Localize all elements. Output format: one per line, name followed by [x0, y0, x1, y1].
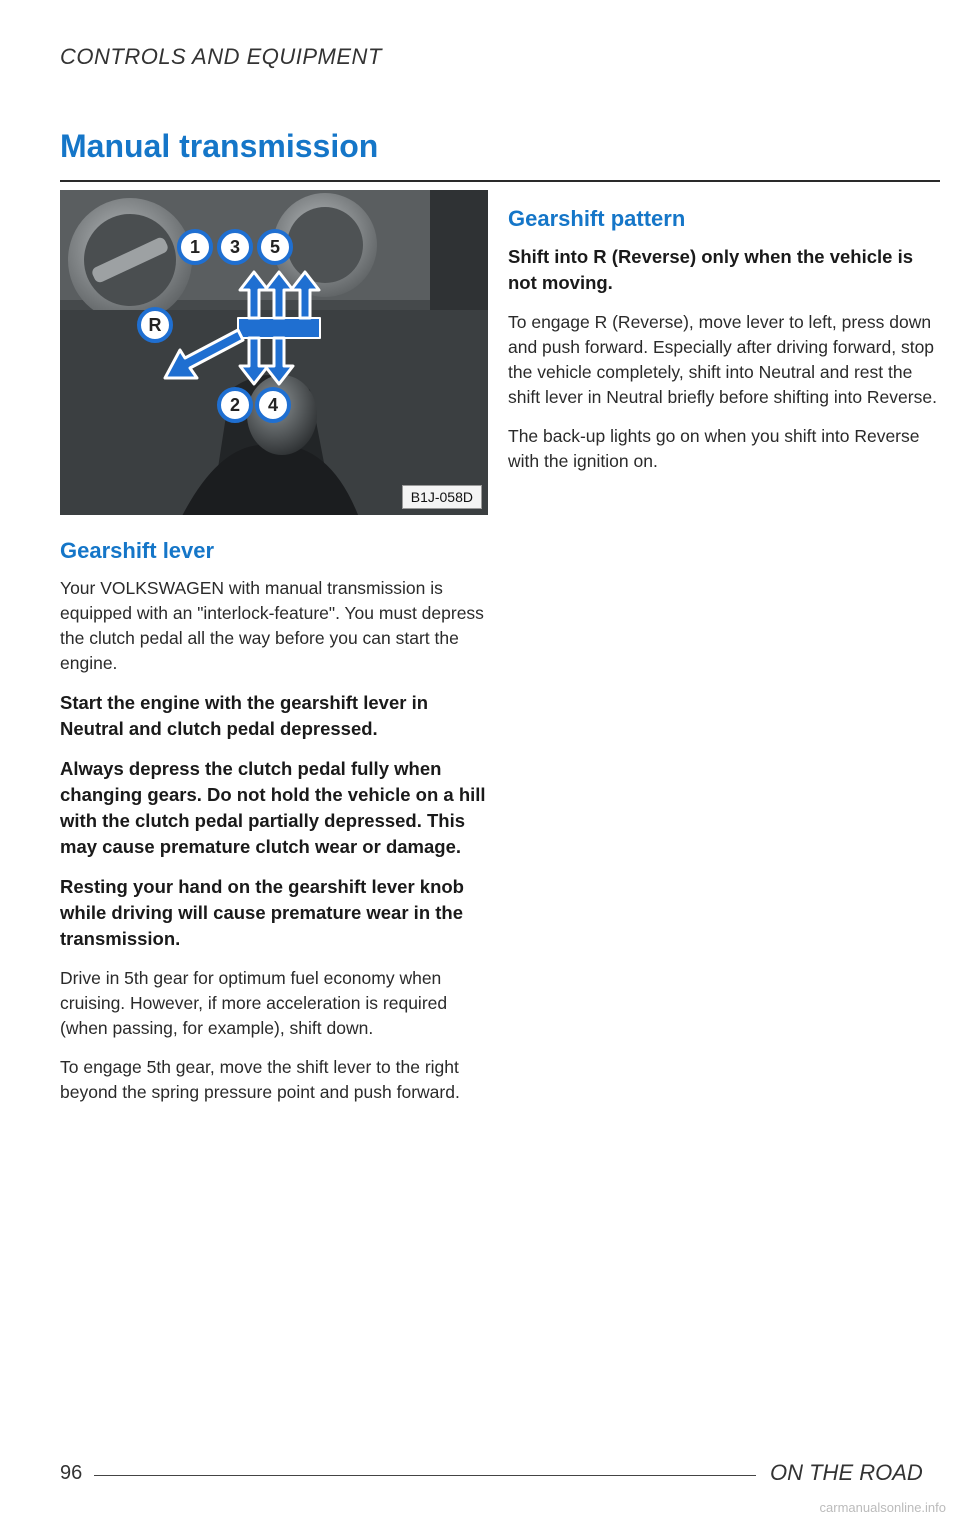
- watermark: carmanualsonline.info: [819, 1500, 946, 1515]
- gearshift-pattern-heading: Gearshift pattern: [508, 206, 686, 231]
- gear-label-4: 4: [267, 395, 279, 415]
- gearshift-illustration: [60, 190, 488, 515]
- figure-code: B1J-058D: [402, 485, 482, 509]
- resting-hand-warning: Resting your hand on the gearshift lever knob while driving will cause premature wear in the transmission.: [60, 876, 464, 949]
- gear-label-1: 1: [189, 237, 201, 257]
- page-title: Manual transmission: [60, 128, 379, 164]
- backup-lights-paragraph: The back-up lights go on when you shift into Reverse with the ignition on.: [508, 426, 920, 471]
- gear-label-r: R: [148, 315, 162, 335]
- engage-fifth-gear-paragraph: To engage 5th gear, move the shift lever to the right beyond the spring pressure point and push forward.: [60, 1057, 460, 1102]
- gear-label-2: 2: [229, 395, 241, 415]
- reverse-warning: Shift into R (Reverse) only when the vehicle is not moving.: [508, 246, 914, 293]
- footer-rule: [94, 1475, 756, 1476]
- clutch-warning: Always depress the clutch pedal fully when changing gears. Do not hold the vehicle on a hill with the clutch pedal partially depressed. This may cause premature clutch wear or damage.: [60, 758, 486, 857]
- fifth-gear-economy-paragraph: Drive in 5th gear for optimum fuel economy when cruising. However, if more acceleration is required (when passing, for example), shift down.: [60, 968, 448, 1038]
- gearshift-photo: [60, 190, 488, 515]
- page-number: 96: [60, 1462, 83, 1484]
- gear-label-5: 5: [269, 237, 281, 257]
- gearshift-lever-heading: Gearshift lever: [60, 538, 215, 563]
- interlock-paragraph: Your VOLKSWAGEN with manual transmission is equipped with an "interlock-feature". You must depress the clutch pedal all the way before you can start the engine.: [60, 578, 484, 673]
- section-header: CONTROLS AND EQUIPMENT: [60, 44, 382, 69]
- engage-reverse-paragraph: To engage R (Reverse), move lever to left, press down and push forward. Especially after driving forward, stop the vehicle completely, shift into Neutral and rest the shift lever in Neutral briefly before shifting into Reverse.: [508, 312, 937, 407]
- title-rule: [60, 180, 940, 182]
- footer-section-label: ON THE ROAD: [770, 1460, 923, 1485]
- left-column: [60, 528, 488, 1119]
- start-engine-warning: Start the engine with the gearshift lever in Neutral and clutch pedal depressed.: [60, 692, 429, 739]
- gear-label-3: 3: [229, 237, 241, 257]
- right-column: [508, 196, 942, 488]
